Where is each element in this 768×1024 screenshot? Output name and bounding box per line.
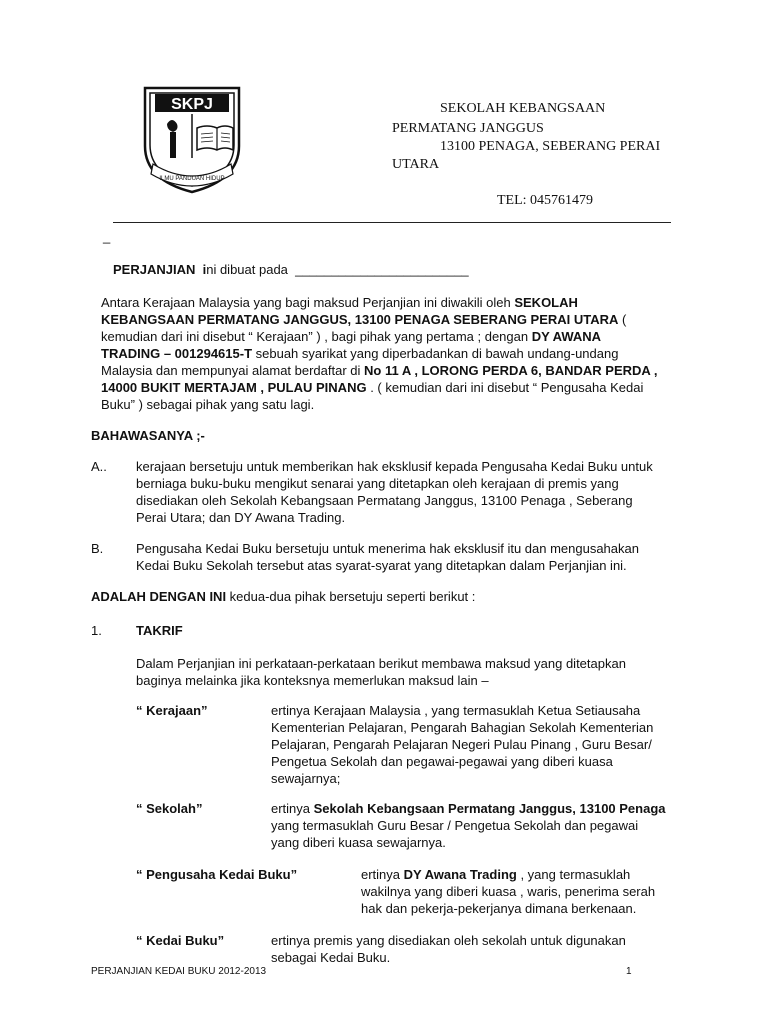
- logo-text: SKPJ: [171, 96, 213, 113]
- definition-kedai-buku: ertinya premis yang disediakan oleh sekolah untuk digunakan sebagai Kedai Buku.: [271, 933, 626, 965]
- term-kerajaan: “ Kerajaan”: [136, 703, 208, 718]
- section-intro: Dalam Perjanjian ini perkataan-perkataan berikut membawa maksud yang ditetapkan baginya melainka jika konteksnya memerlukan maksud lain –: [136, 656, 626, 688]
- logo-motto: ILMU PANDUAN HIDUP: [159, 176, 225, 182]
- footer-document-title: PERJANJIAN KEDAI BUKU 2012-2013: [91, 966, 267, 977]
- clause-b-label: B.: [91, 541, 104, 556]
- definition-sekolah: ertinya Sekolah Kebangsaan Permatang Janggus, 13100 Penaga yang termasuklah Guru Besar / Pengetua Sekolah dan pegawai yang diberi kuasa sewajarnya.: [271, 801, 666, 850]
- definition-pengusaha-kedai-buku: ertinya DY Awana Trading , yang termasuklah wakilnya yang diberi kuasa , waris, penerima serah hak dan pekerja-pekerjanya dimana berkenaan.: [361, 867, 656, 916]
- whereas-heading: BAHAWASANYA ;-: [91, 428, 205, 443]
- header-dash: _: [103, 229, 111, 244]
- school-address-line: 13100 PENAGA, SEBERANG PERAI: [440, 139, 661, 154]
- school-address-line2: UTARA: [392, 157, 440, 172]
- school-name-line2: PERMATANG JANGGUS: [392, 121, 544, 136]
- school-crest-logo: [137, 84, 247, 196]
- section-number: 1.: [91, 623, 102, 638]
- term-pengusaha-kedai-buku: “ Pengusaha Kedai Buku”: [136, 867, 298, 882]
- definition-kerajaan: ertinya Kerajaan Malaysia , yang termasuklah Ketua Setiausaha Kementerian Pelajaran, Pengarah Bahagian Sekolah Kementerian Pelajaran, Pengarah Pelajaran Negeri Pulau Pinang , Guru Besar/ Pengetua Sekolah dan pegawai-pegawai yang diberi kuasa sewajarnya;: [271, 703, 654, 786]
- clause-b-text: Pengusaha Kedai Buku bersetuju untuk menerima hak eksklusif itu dan mengusahakan Kedai Buku Sekolah tersebut atas syarat-syarat yang ditetapkan dalam Perjanjian ini.: [136, 541, 639, 573]
- agreement-date-line: PERJANJIAN ini dibuat pada ________________________: [113, 262, 469, 277]
- term-kedai-buku: “ Kedai Buku”: [136, 933, 225, 948]
- footer-page-number: 1: [626, 966, 632, 977]
- school-name-line1: SEKOLAH KEBANGSAAN: [440, 101, 606, 116]
- clause-a-label: A..: [91, 459, 107, 474]
- term-sekolah: “ Sekolah”: [136, 801, 203, 816]
- parties-paragraph: Antara Kerajaan Malaysia yang bagi maksud Perjanjian ini diwakili oleh SEKOLAH KEBANGSAAN PERMATANG JANGGUS, 13100 PENAGA SEBERANG PERAI UTARA ( kemudian dari ini disebut “ Kerajaan” ) , bagi pihak yang pertama ; dengan DY AWANA TRADING – 001294615-T sebuah syarikat yang diperbadankan di bawah undang-undang Malaysia dan mempunyai alamat berdaftar di No 11 A , LORONG PERDA 6, BANDAR PERDA , 14000 BUKIT MERTAJAM , PULAU PINANG . ( kemudian dari ini disebut “ Pengusaha Kedai Buku” ) sebagai pihak yang satu lagi.: [101, 295, 658, 412]
- clause-a-text: kerajaan bersetuju untuk memberikan hak eksklusif kepada Pengusaha Kedai Buku untuk berniaga buku-buku mengikut senarai yang ditetapkan oleh kerajaan di premis yang disediakan oleh Sekolah Kebangsaan Permatang Janggus, 13100 Penaga , Seberang Perai Utara; dan DY Awana Trading.: [136, 459, 653, 525]
- school-telephone: TEL: 045761479: [497, 193, 594, 208]
- date-blank: ________________________: [295, 262, 469, 277]
- header-divider: [113, 222, 671, 223]
- section-title: TAKRIF: [136, 623, 183, 638]
- therefore-line: ADALAH DENGAN INI kedua-dua pihak bersetuju seperti berikut :: [91, 589, 476, 604]
